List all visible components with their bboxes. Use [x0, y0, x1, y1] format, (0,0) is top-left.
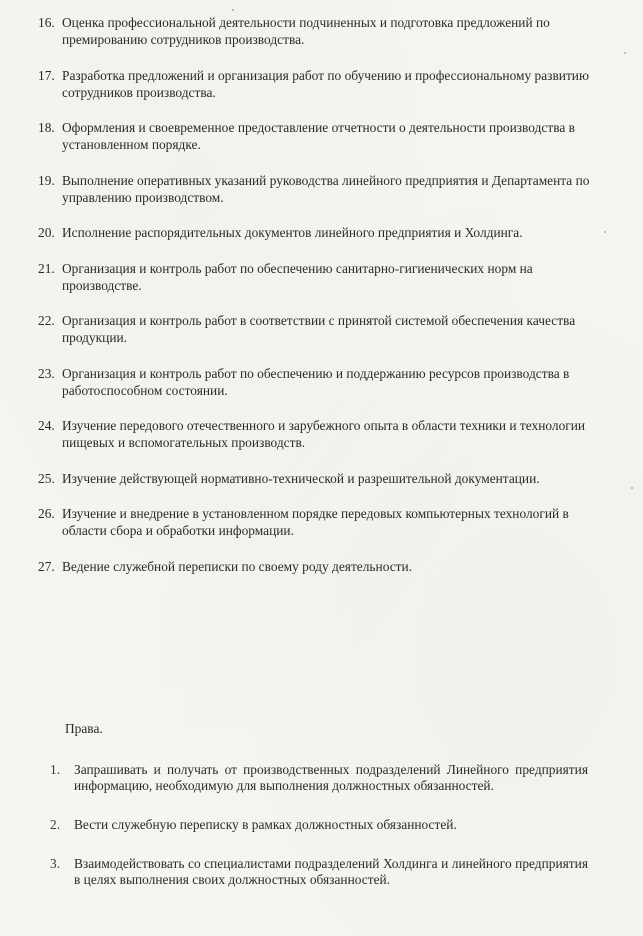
- right-text: Вести служебную переписку в рамках должностных обязанностей.: [74, 817, 457, 832]
- duty-number: 26.: [38, 506, 55, 521]
- right-item: [50, 762, 588, 794]
- duty-item: [38, 470, 608, 487]
- duty-number: 24.: [38, 418, 55, 433]
- duty-item: [38, 67, 608, 101]
- duty-number: 22.: [38, 313, 55, 328]
- duty-text: Изучение передового отечественного и зарубежного опыта в области техники и технологии пищевых и вспомогательных производств.: [62, 418, 586, 450]
- right-text: Взаимодействовать со специалистами подразделений Холдинга и линейного предприятия в целях выполнения своих должностных обязанностей.: [74, 856, 588, 887]
- duty-text: Изучение действующей нормативно-технической и разрешительной документации.: [62, 470, 540, 486]
- right-item: [50, 817, 588, 833]
- duties-list: [38, 14, 608, 593]
- duty-text: Организация и контроль работ в соответствии с принятой системой обеспечения качества продукции.: [62, 313, 576, 345]
- scan-speck: [232, 9, 234, 11]
- duty-item: [38, 312, 608, 346]
- duty-number: 19.: [38, 172, 55, 188]
- scan-speck: [604, 231, 606, 233]
- duty-number: 20.: [38, 225, 55, 240]
- rights-heading: Права.: [65, 721, 103, 736]
- duty-item: [38, 119, 608, 153]
- duty-text: Ведение служебной переписки по своему роду деятельности.: [62, 558, 413, 574]
- right-text: Запрашивать и получать от производственных подразделений Линейного предприятия информацию, необходимую для выполнения должностных обязанностей.: [74, 762, 588, 793]
- duty-item: [38, 224, 608, 241]
- duty-item: [38, 505, 608, 539]
- duty-text: Оформления и своевременное предоставление отчетности о деятельности производства в установленном порядке.: [62, 120, 575, 152]
- duty-text: Изучение и внедрение в установленном порядке передовых компьютерных технологий в области сбора и обработки информации.: [62, 506, 569, 538]
- right-number: 1.: [50, 762, 61, 777]
- right-number: 3.: [50, 856, 61, 871]
- duty-number: 23.: [38, 365, 55, 381]
- duty-text: Организация и контроль работ по обеспечению и поддержанию ресурсов производства в работоспособном состоянии.: [62, 365, 570, 398]
- duty-text: Организация и контроль работ по обеспечению санитарно-гигиенических норм на производстве.: [62, 260, 533, 293]
- duty-number: 25.: [38, 470, 55, 486]
- duty-item: [38, 14, 608, 48]
- duty-number: 18.: [38, 120, 55, 135]
- duty-item: [38, 260, 608, 294]
- right-item: [50, 856, 588, 888]
- right-number: 2.: [50, 817, 61, 832]
- rights-list: [50, 762, 588, 911]
- duty-text: Выполнение оперативных указаний руководства линейного предприятия и Департамента по управлению производством.: [62, 172, 590, 205]
- duty-item: [38, 417, 608, 451]
- duty-text: Исполнение распорядительных документов линейного предприятия и Холдинга.: [62, 225, 523, 240]
- scan-speck: [631, 487, 633, 489]
- duty-number: 27.: [38, 558, 55, 574]
- duty-text: Разработка предложений и организация работ по обучению и профессиональному развитию сотрудников производства.: [62, 67, 589, 100]
- duty-item: [38, 558, 608, 575]
- duty-text: Оценка профессиональной деятельности подчиненных и подготовка предложений по премированию сотрудников производства.: [62, 15, 550, 47]
- scan-speck: [624, 52, 626, 54]
- duty-number: 17.: [38, 67, 55, 83]
- duty-item: [38, 365, 608, 399]
- duty-number: 21.: [38, 260, 55, 276]
- duty-number: 16.: [38, 15, 55, 30]
- duty-item: [38, 172, 608, 206]
